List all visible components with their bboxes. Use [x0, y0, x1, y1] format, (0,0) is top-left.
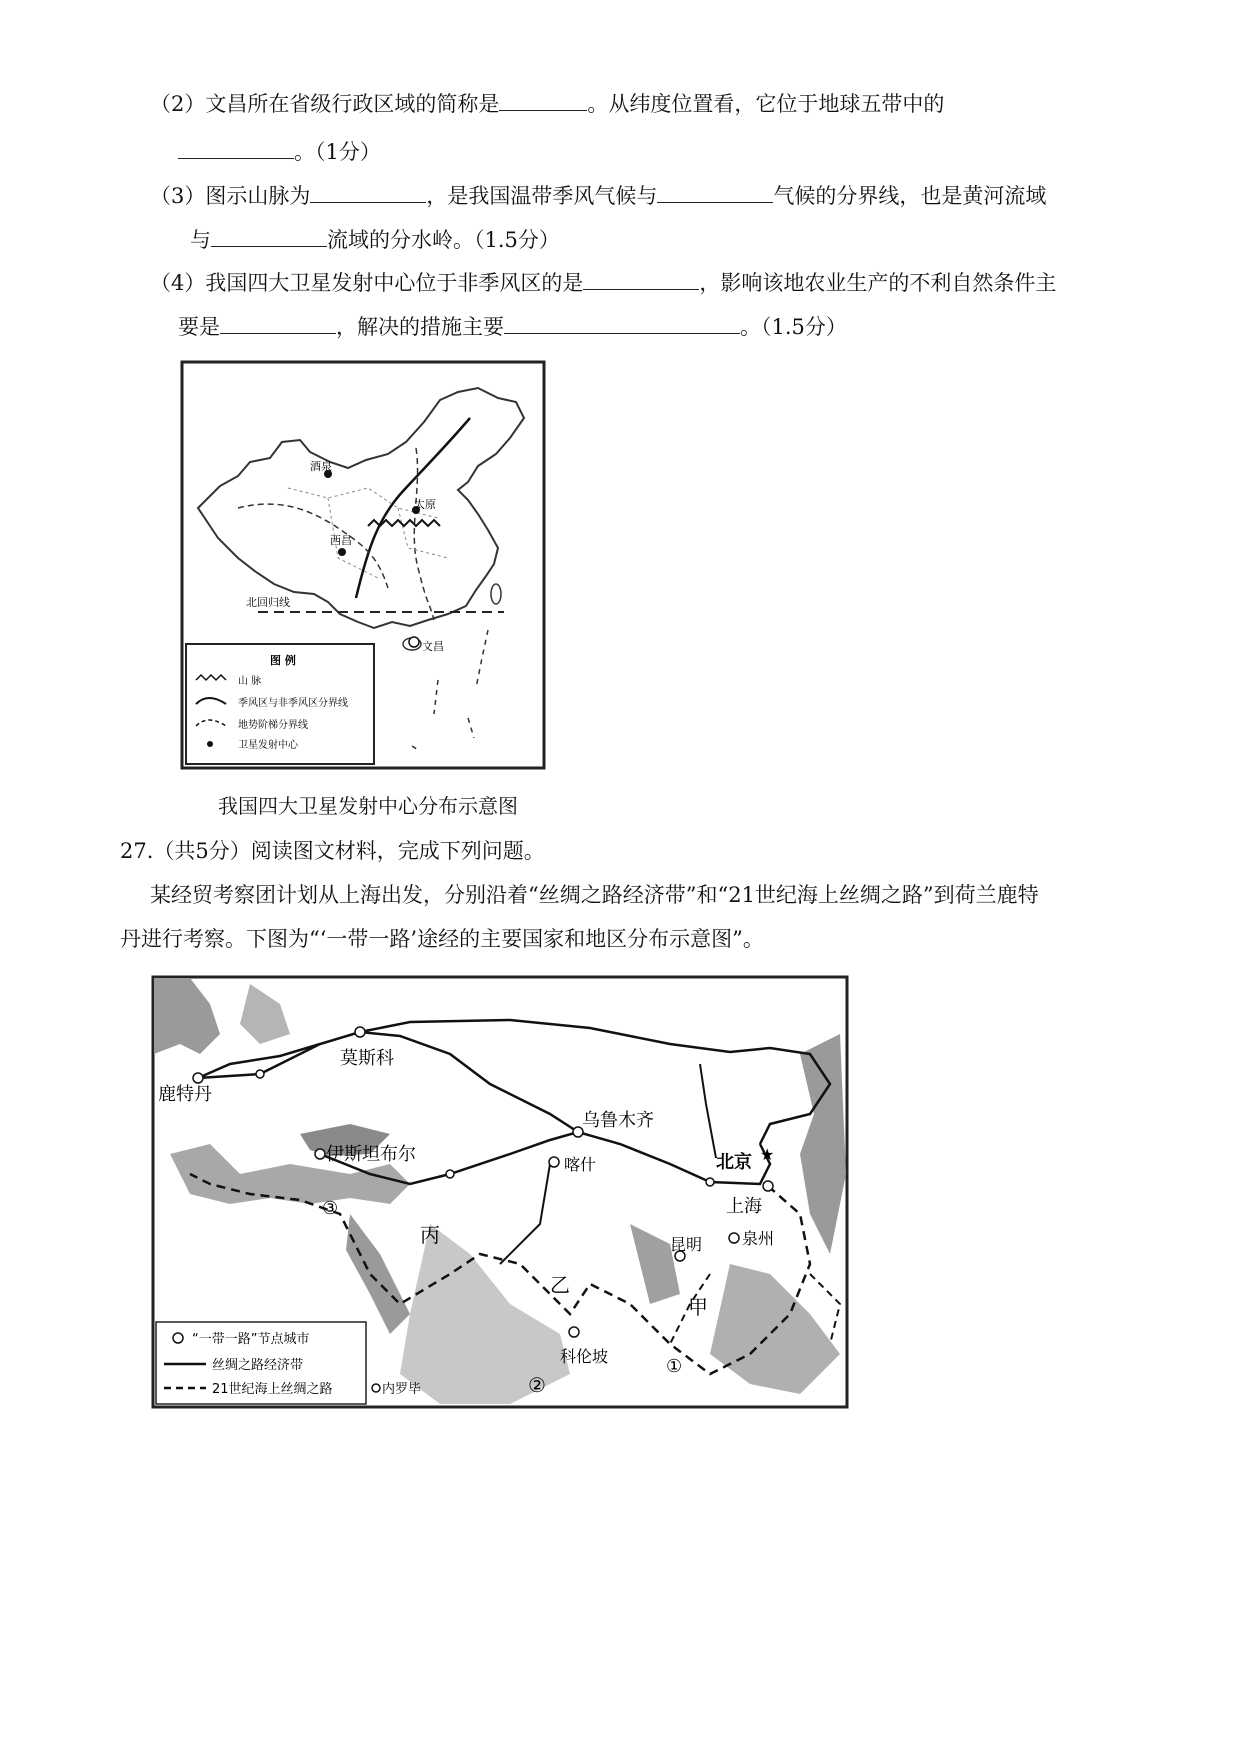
- q3-line1: [150, 180, 1046, 211]
- label-quanzhou: 泉州: [742, 1229, 775, 1248]
- q3-blank-2[interactable]: [657, 180, 773, 203]
- node-west-1: [256, 1070, 264, 1078]
- label-urumqi: 乌鲁木齐: [582, 1110, 654, 1131]
- q2-text-c: 。（1分）: [294, 140, 381, 164]
- label-istanbul: 伊斯坦布尔: [326, 1144, 416, 1165]
- legend-mountain-label: 山 脉: [238, 676, 262, 687]
- node-shanghai: [763, 1181, 773, 1191]
- node-istanbul: [315, 1149, 325, 1159]
- legend-launch-center-symbol: [207, 741, 213, 747]
- label-kunming: 昆明: [670, 1235, 703, 1254]
- node-central-1: [446, 1170, 454, 1178]
- legend-road-label: 21世纪海上丝绸之路: [212, 1382, 333, 1397]
- label-rotterdam: 鹿特丹: [158, 1084, 212, 1105]
- label-wenchang: 文昌: [422, 640, 444, 653]
- label-circle-2: ②: [528, 1373, 546, 1397]
- label-moscow: 莫斯科: [340, 1048, 394, 1069]
- legend-monsoon-label: 季风区与非季风区分界线: [238, 698, 348, 709]
- label-circle-3: ③: [322, 1198, 339, 1219]
- label-bing: 丙: [420, 1223, 440, 1247]
- q2-text-a: （2）文昌所在省级行政区域的简称是: [150, 92, 500, 116]
- q4-text-b: ，影响该地农业生产的不利自然条件主: [699, 271, 1057, 295]
- legend-node-label: “一带一路”节点城市: [192, 1332, 310, 1347]
- label-circle-1: ①: [666, 1356, 683, 1377]
- q3-text-c: 气候的分界线，也是黄河流域: [773, 184, 1047, 208]
- q2-blank-1[interactable]: [499, 88, 587, 111]
- q2-line2: [178, 136, 381, 167]
- q4-line1: [150, 267, 1056, 298]
- legend-terrain-label: 地势阶梯分界线: [238, 720, 308, 731]
- beijing-star-icon: ★: [760, 1145, 775, 1164]
- node-kashgar: [549, 1157, 559, 1167]
- q3-text-a: （3）图示山脉为: [150, 184, 311, 208]
- label-shanghai: 上海: [726, 1196, 762, 1217]
- q27-paragraph-line1: 某经贸考察团计划从上海出发，分别沿着“丝绸之路经济带”和“21世纪海上丝绸之路”到荷兰鹿特: [150, 883, 1039, 907]
- q3-blank-3[interactable]: [211, 224, 327, 247]
- q4-text-c: 要是: [178, 315, 220, 339]
- label-yi: 乙: [550, 1273, 570, 1297]
- node-rotterdam: [193, 1073, 203, 1083]
- belt-and-road-map: [150, 974, 850, 1410]
- label-tropic-of-cancer: 北回归线: [246, 596, 290, 609]
- q3-text-e: 流域的分水岭。（1.5分）: [327, 228, 560, 252]
- launch-center-xichang: [338, 548, 346, 556]
- china-launch-centers-map: [178, 358, 550, 776]
- q4-line2: [178, 311, 847, 342]
- q4-blank-3[interactable]: [504, 311, 740, 334]
- node-east-1: [706, 1178, 714, 1186]
- q2-line1: [150, 88, 944, 119]
- q4-text-e: 。（1.5分）: [740, 315, 847, 339]
- label-xichang: 西昌: [330, 534, 352, 547]
- node-moscow: [355, 1027, 365, 1037]
- map1-caption: 我国四大卫星发射中心分布示意图: [218, 794, 518, 818]
- q4-text-a: （4）我国四大卫星发射中心位于非季风区的是: [150, 271, 584, 295]
- q27-heading: 27.（共5分）阅读图文材料，完成下列问题。: [120, 839, 545, 863]
- label-jia: 甲: [688, 1295, 708, 1319]
- legend-launch-center-label: 卫星发射中心: [238, 740, 298, 751]
- label-colombo: 科伦坡: [560, 1347, 609, 1366]
- node-quanzhou: [729, 1233, 739, 1243]
- q4-text-d: ，解决的措施主要: [336, 315, 504, 339]
- q2-blank-2[interactable]: [178, 136, 294, 159]
- q4-blank-1[interactable]: [583, 267, 699, 290]
- label-taiyuan: 太原: [414, 498, 436, 511]
- label-jiuquan: 酒泉: [310, 460, 332, 473]
- node-nairobi: [372, 1384, 380, 1392]
- node-colombo: [569, 1327, 579, 1337]
- label-kashgar: 喀什: [564, 1155, 597, 1174]
- q3-line2: [190, 224, 560, 255]
- legend-belt-label: 丝绸之路经济带: [212, 1358, 304, 1373]
- label-beijing: 北京: [716, 1152, 752, 1173]
- label-nairobi: 内罗毕: [382, 1382, 422, 1397]
- legend-node-symbol: [173, 1333, 183, 1343]
- q4-blank-2[interactable]: [220, 311, 336, 334]
- q3-text-d: 与: [190, 228, 211, 252]
- q3-blank-1[interactable]: [310, 180, 426, 203]
- launch-center-wenchang: [409, 637, 419, 647]
- q27-paragraph-line2: 丹进行考察。下图为“‘一带一路’途经的主要国家和地区分布示意图”。: [120, 927, 764, 951]
- q2-text-b: 。从纬度位置看，它位于地球五带中的: [587, 92, 945, 116]
- map1-legend-title: 图 例: [270, 654, 296, 667]
- q3-text-b: ，是我国温带季风气候与: [426, 184, 658, 208]
